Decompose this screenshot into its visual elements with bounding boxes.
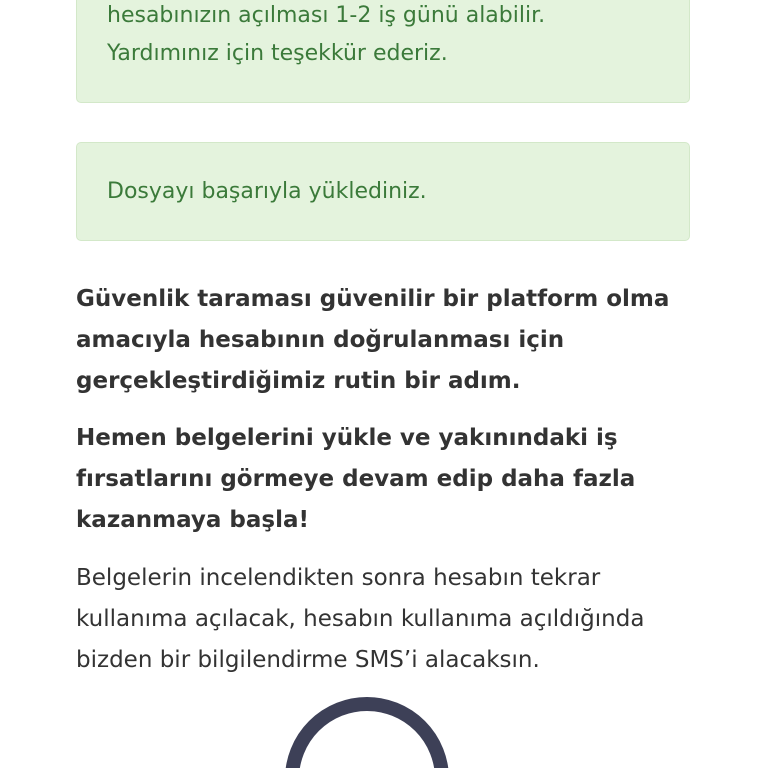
- security-scan-paragraph: [76, 279, 700, 402]
- review-info-paragraph: [76, 558, 700, 681]
- security-scan-line-2: amacıyla hesabının doğrulanması için: [76, 327, 565, 353]
- review-info-line-3: bizden bir bilgilendirme SMS’i alacaksın.: [76, 647, 540, 673]
- loading-spinner-icon: [285, 697, 449, 768]
- upload-cta-paragraph: [76, 418, 700, 541]
- security-scan-line-1: Güvenlik taraması güvenilir bir platform olma: [76, 286, 670, 312]
- review-info-line-2: kullanıma açılacak, hesabın kullanıma açıldığında: [76, 606, 645, 632]
- upload-success-alert: [76, 142, 690, 241]
- account-pending-alert: [76, 0, 690, 103]
- upload-success-text: Dosyayı başarıyla yüklediniz.: [107, 179, 427, 204]
- upload-cta-line-2: fırsatlarını görmeye devam edip daha fazla: [76, 466, 636, 492]
- security-scan-line-3: gerçekleştirdiğimiz rutin bir adım.: [76, 368, 521, 394]
- upload-cta-line-1: Hemen belgelerini yükle ve yakınındaki iş: [76, 425, 618, 451]
- upload-cta-line-3: kazanmaya başla!: [76, 507, 309, 533]
- account-pending-line-2: Yardımınız için teşekkür ederiz.: [107, 41, 448, 66]
- account-pending-line-1: hesabınızın açılması 1-2 iş günü alabilir.: [107, 3, 546, 28]
- review-info-line-1: Belgelerin incelendikten sonra hesabın tekrar: [76, 565, 601, 591]
